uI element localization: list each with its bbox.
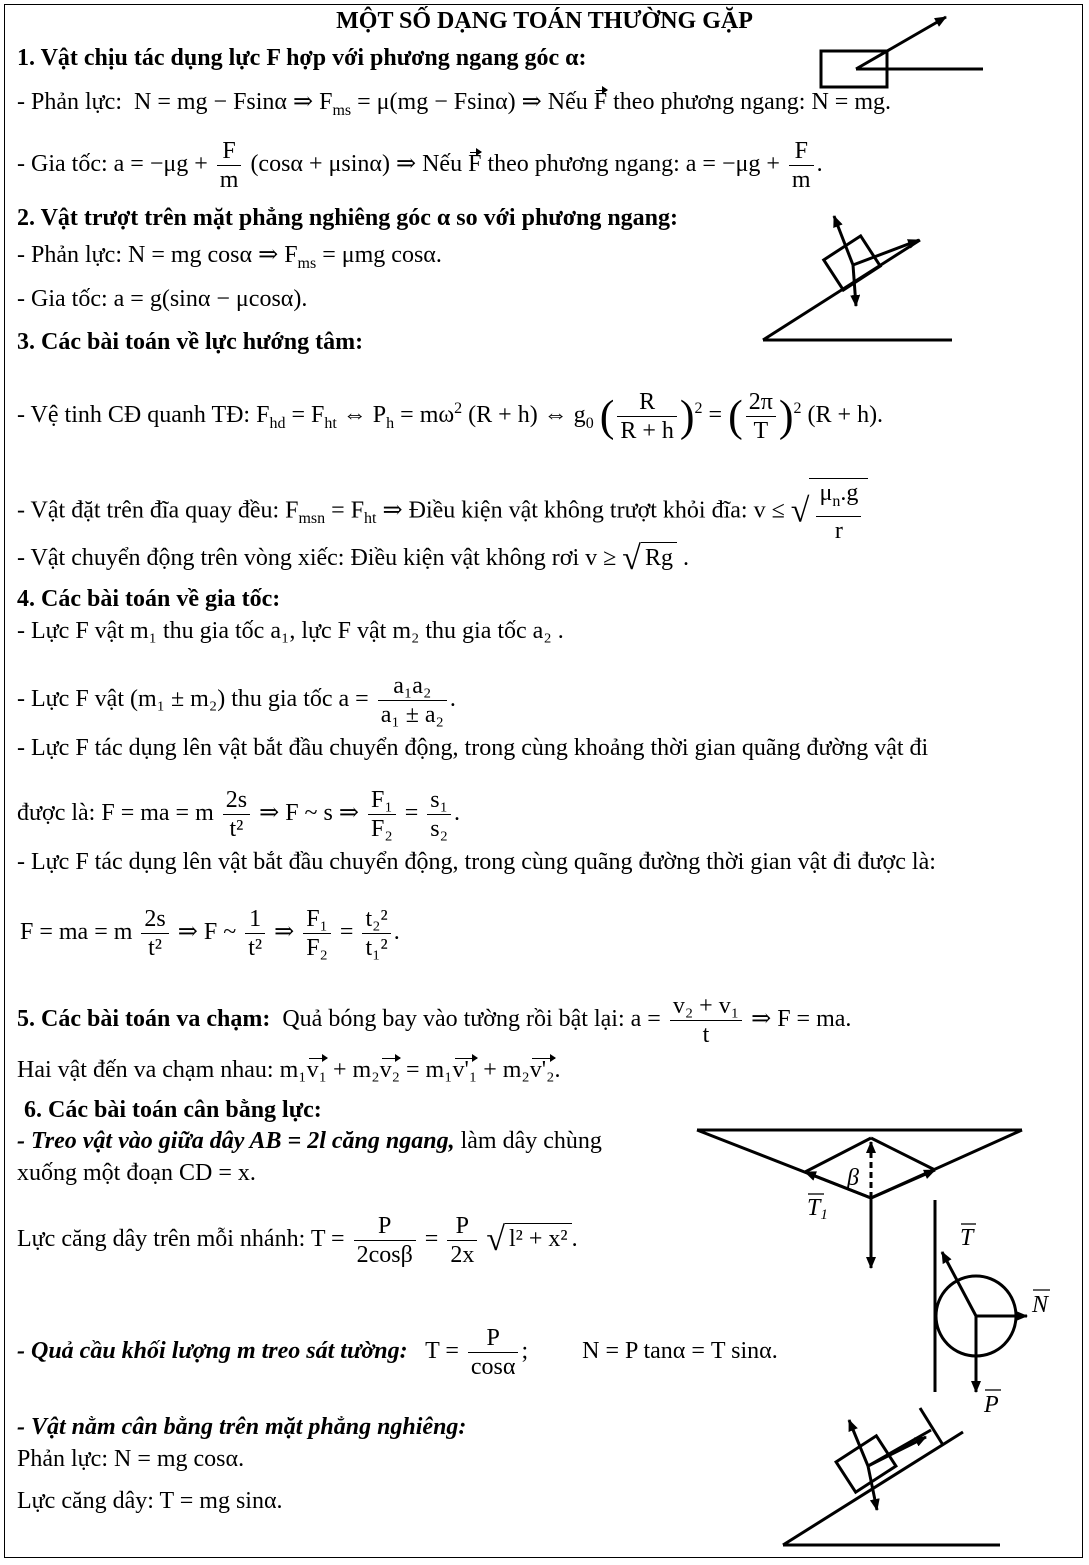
P-label: P bbox=[984, 1392, 999, 1418]
fraction-F-m: $\frac{F}{m}$ bbox=[789, 137, 814, 194]
s1-line1: - Phản lực: N = mg − Fsinα ⇒ $F_{ms} = \mu(mg - Fsin\alpha)$ ⇒ Nếu F theo phương ngang: N = mg. bbox=[17, 89, 891, 119]
s4-line3: - Lực F tác dụng lên vật bắt đầu chuyển động, trong cùng khoảng thời gian quãng đường vật đi bbox=[17, 735, 929, 761]
s4-line2: - Lực F vật (m₁ ± m₂) thu gia tốc a = $\frac{\text{a₁a₂}}{\text{a₁ ± a₂}}$ . bbox=[17, 673, 456, 728]
T1-label: T1 bbox=[807, 1195, 828, 1223]
fraction-v2v1-t: $\frac{\text{v₂ + v₁}}{t}$ bbox=[670, 992, 742, 1049]
section-1-heading: 1. Vật chịu tác dụng lực F hợp với phương ngang góc α: bbox=[17, 45, 587, 71]
fraction-a1a2: $\frac{\text{a₁a₂}}{\text{a₁ ± a₂}}$ bbox=[378, 672, 447, 729]
section-6-heading: 6. Các bài toán cân bằng lực: bbox=[24, 1097, 322, 1123]
page-title: MỘT SỐ DẠNG TOÁN THƯỜNG GẶP bbox=[336, 8, 753, 34]
fraction-2pi-T: $\frac{2\pi}{T}$ bbox=[746, 388, 776, 445]
s6-line4: - Quả cầu khối lượng m treo sát tường: T = $\frac{P}{\cos\alpha}$ ; N = P tanα = T sinα. bbox=[17, 1325, 778, 1380]
beta-label: β bbox=[847, 1165, 859, 1191]
s6-line6: Phản lực: N = mg cosα. bbox=[17, 1446, 245, 1472]
fraction-F-m: $\frac{F}{m}$ bbox=[217, 137, 242, 194]
section-5-heading: 5. Các bài toán va chạm: bbox=[17, 1006, 271, 1033]
N-label: N bbox=[1032, 1292, 1049, 1318]
s6-line1: - Treo vật vào giữa dây AB = 2l căng ngang, làm dây chùng bbox=[17, 1128, 602, 1154]
s6-line7: Lực căng dây: T = mg sinα. bbox=[17, 1488, 283, 1514]
section-4-heading: 4. Các bài toán về gia tốc: bbox=[17, 586, 281, 612]
fraction-R-Rh: $\frac{R}{R + h}$ bbox=[617, 388, 677, 445]
T-label: T bbox=[960, 1225, 974, 1251]
s3-line3: - Vật chuyển động trên vòng xiếc: Điều kiện vật không rơi v ≥ √ Rg . bbox=[17, 540, 689, 577]
s4-line1: - Lực F vật m₁ thu gia tốc a₁, lực F vật m₂ thu gia tốc a₂ . bbox=[17, 618, 564, 644]
s6-line2: xuống một đoạn CD = x. bbox=[17, 1160, 256, 1186]
s6-line3: Lực căng dây trên mỗi nhánh: T = $\frac{P}{2\cos\beta}$ = $\frac{P}{2x}$ √ l² + x² . bbox=[17, 1213, 578, 1268]
s5-line1: 5. Các bài toán va chạm: Quả bóng bay vào tường rồi bật lại: a = $\frac{\text{v₂ + v₁}}{t}$ ⇒ F = ma. bbox=[17, 993, 852, 1048]
s2-line2: - Gia tốc: a = g(sinα − μcosα). bbox=[17, 286, 308, 312]
vector-F: F bbox=[593, 89, 608, 115]
s3-line2: - Vật đặt trên đĩa quay đều: $F_{msn} = F_{ht}$ ⇒ Điều kiện vật không trượt khỏi đĩa: v ≤ √ $\frac{\mu_n.g}{r}$ bbox=[17, 478, 868, 545]
s6-line5: - Vật nằm cân bằng trên mặt phẳng nghiêng: bbox=[17, 1414, 467, 1440]
s4-line4: được là: F = ma = m $\frac{2s}{\text{t²}}$ ⇒ F ~ s ⇒ $\frac{\text{F₁}}{\text{F₂}}$ = $\frac{\text{s₁}}{\text{s₂}}$ . bbox=[17, 787, 460, 842]
fraction-mun-g-r: $\frac{\mu_n.g}{r}$ bbox=[816, 479, 861, 545]
s1-line2: - Gia tốc: a = −μg + $\frac{F}{m}$ (cosα + μsinα) ⇒ Nếu F theo phương ngang: a = −μg + $\frac{F}{m}$ . bbox=[17, 138, 823, 193]
s2-line1: - Phản lực: N = mg cosα ⇒ $F_{ms} = \mu mg$ cosα. bbox=[17, 242, 442, 272]
s4-line6: F = ma = m $\frac{2s}{\text{t²}}$ ⇒ F ~ $\frac{1}{\text{t²}}$ ⇒ $\frac{\text{F₁}}{\text{F₂}}$ = $\frac{\text{t₂²}}{\text{t₁²}}$ . bbox=[20, 906, 400, 961]
section-3-heading: 3. Các bài toán về lực hướng tâm: bbox=[17, 329, 364, 355]
s5-line2: Hai vật đến va chạm nhau: m₁v₁ + m₂v₂ = m₁v'₁ + m₂v'₂. bbox=[17, 1057, 561, 1083]
vector-F: F bbox=[468, 151, 482, 178]
section-2-heading: 2. Vật trượt trên mặt phẳng nghiêng góc α so với phương ngang: bbox=[17, 205, 679, 231]
s4-line5: - Lực F tác dụng lên vật bắt đầu chuyển động, trong cùng quãng đường thời gian vật đi được là: bbox=[17, 849, 936, 875]
s3-line1: - Vệ tinh CĐ quanh TĐ: $F_{hd} = F_{ht}$ ⇔ $P_h = m\omega^2$ (R + h) ⇔ $g_0$ ( $\frac{R}{R + h}$ )$^2$ = ( $\frac{2\pi}{T}$ )$^2$ (R + h). bbox=[17, 389, 884, 444]
